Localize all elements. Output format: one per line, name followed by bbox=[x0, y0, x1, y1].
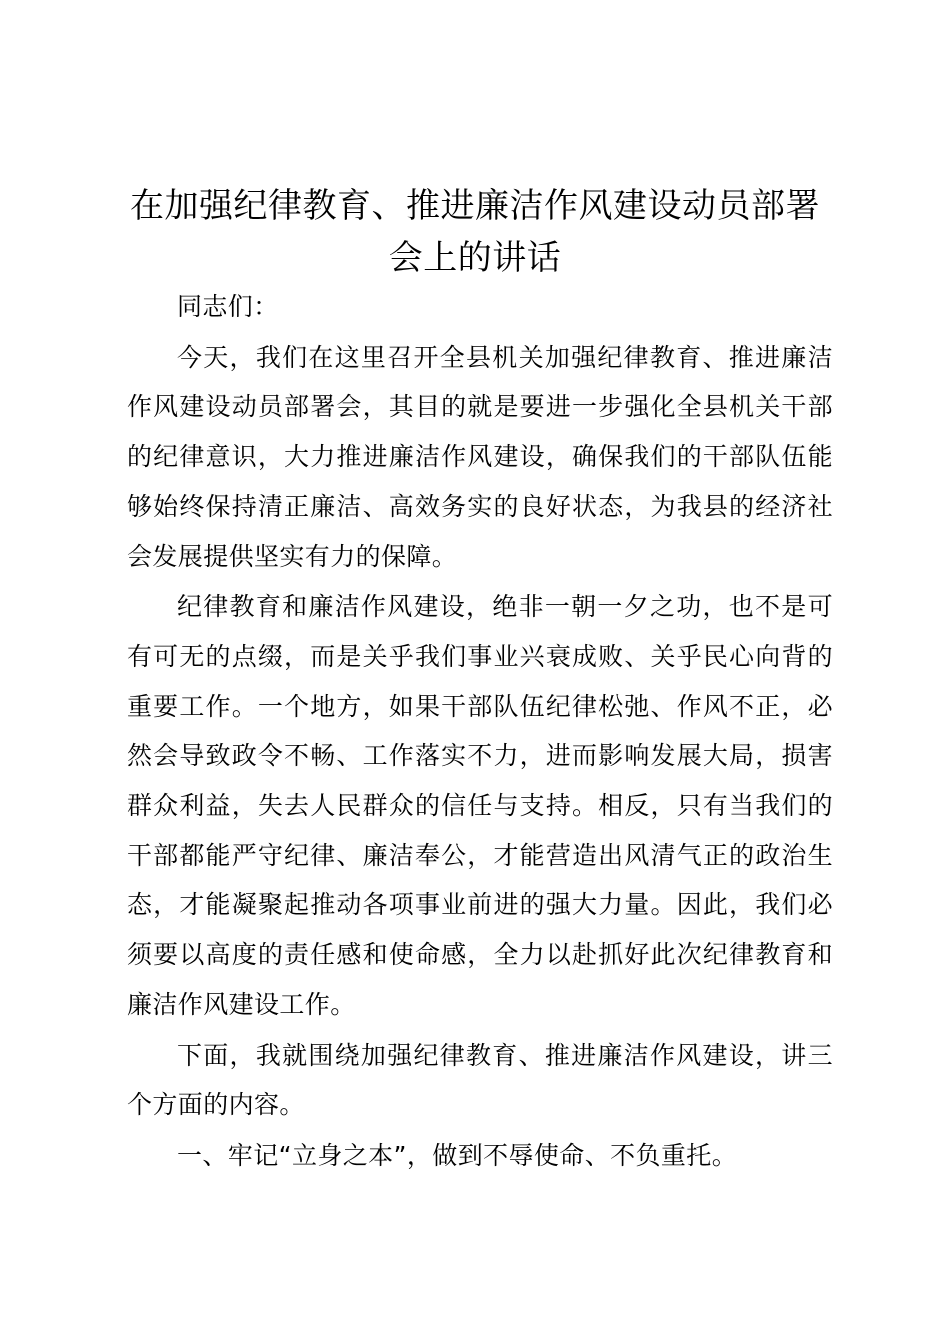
paragraph-2: 纪律教育和廉洁作风建设，绝非一朝一夕之功，也不是可有可无的点缀，而是关乎我们事业兴衰成败、关乎民心向背的重要工作。一个地方，如果干部队伍纪律松弛、作风不正，必然会导致政令不畅、工作落实不力，进而影响发展大局，损害群众利益，失去人民群众的信任与支持。相反，只有当我们的干部都能严守纪律、廉洁奉公，才能营造出风清气正的政治生态，才能凝聚起推动各项事业前进的强大力量。因此，我们必须要以高度的责任感和使命感，全力以赴抓好此次纪律教育和廉洁作风建设工作。 bbox=[127, 592, 833, 1019]
document-title: 在加强纪律教育、推进廉洁作风建设动员部署会上的讲话 bbox=[130, 186, 820, 278]
paragraph-1: 今天，我们在这里召开全县机关加强纪律教育、推进廉洁作风建设动员部署会，其目的就是要进一步强化全县机关干部的纪律意识，大力推进廉洁作风建设，确保我们的干部队伍能够始终保持清正廉洁、高效务实的良好状态，为我县的经济社会发展提供坚实有力的保障。 bbox=[127, 342, 833, 571]
paragraph-3: 下面，我就围绕加强纪律教育、推进廉洁作风建设，讲三个方面的内容。 bbox=[127, 1040, 833, 1120]
document-body bbox=[127, 282, 833, 1181]
salutation: 同志们： bbox=[177, 292, 279, 321]
section-heading-1: 一、牢记“立身之本”，做到不辱使命、不负重托。 bbox=[177, 1140, 738, 1170]
